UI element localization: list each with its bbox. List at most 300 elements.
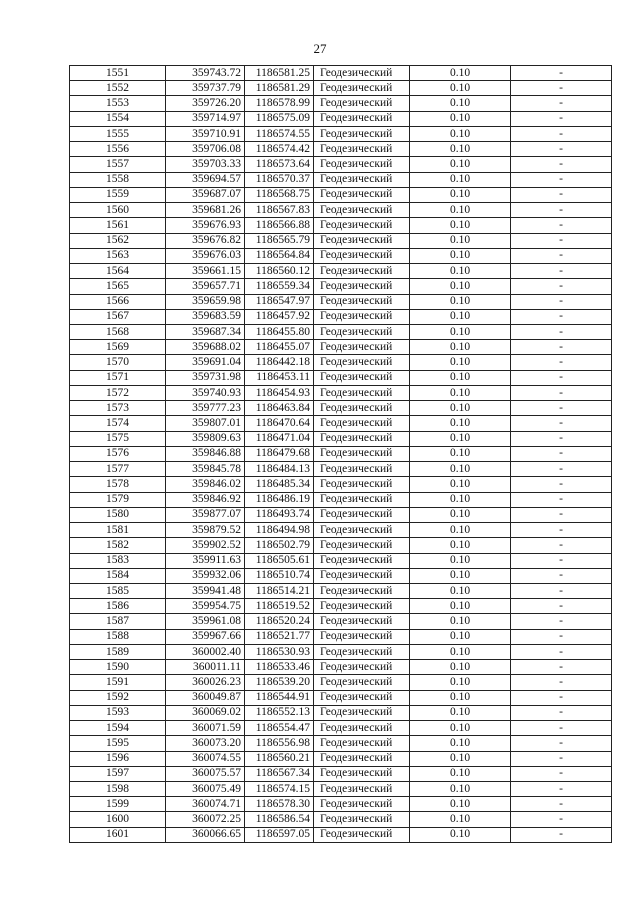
note-cell: -: [511, 705, 612, 720]
point-number-cell: 1567: [70, 309, 166, 324]
method-cell: Геодезический: [314, 340, 410, 355]
method-cell: Геодезический: [314, 675, 410, 690]
method-cell: Геодезический: [314, 157, 410, 172]
y-coordinate-cell: 1186494.98: [245, 523, 314, 538]
accuracy-cell: 0.10: [410, 157, 511, 172]
x-coordinate-cell: 359967.66: [166, 629, 245, 644]
y-coordinate-cell: 1186533.46: [245, 660, 314, 675]
x-coordinate-cell: 359879.52: [166, 523, 245, 538]
point-number-cell: 1570: [70, 355, 166, 370]
note-cell: -: [511, 660, 612, 675]
point-number-cell: 1568: [70, 324, 166, 339]
table-row: [70, 324, 612, 339]
y-coordinate-cell: 1186552.13: [245, 705, 314, 720]
table-row: [70, 416, 612, 431]
point-number-cell: 1560: [70, 203, 166, 218]
y-coordinate-cell: 1186479.68: [245, 446, 314, 461]
table-row: [70, 385, 612, 400]
x-coordinate-cell: 359714.97: [166, 111, 245, 126]
method-cell: Геодезический: [314, 431, 410, 446]
x-coordinate-cell: 359807.01: [166, 416, 245, 431]
table-row: [70, 370, 612, 385]
y-coordinate-cell: 1186442.18: [245, 355, 314, 370]
table-row: [70, 446, 612, 461]
method-cell: Геодезический: [314, 721, 410, 736]
note-cell: -: [511, 507, 612, 522]
method-cell: Геодезический: [314, 797, 410, 812]
method-cell: Геодезический: [314, 751, 410, 766]
table-row: [70, 309, 612, 324]
point-number-cell: 1572: [70, 385, 166, 400]
point-number-cell: 1565: [70, 279, 166, 294]
x-coordinate-cell: 359954.75: [166, 599, 245, 614]
table-row: [70, 782, 612, 797]
note-cell: -: [511, 370, 612, 385]
y-coordinate-cell: 1186457.92: [245, 309, 314, 324]
point-number-cell: 1551: [70, 66, 166, 81]
table-row: [70, 203, 612, 218]
accuracy-cell: 0.10: [410, 690, 511, 705]
method-cell: Геодезический: [314, 568, 410, 583]
method-cell: Геодезический: [314, 766, 410, 781]
method-cell: Геодезический: [314, 248, 410, 263]
point-number-cell: 1579: [70, 492, 166, 507]
y-coordinate-cell: 1186521.77: [245, 629, 314, 644]
point-number-cell: 1583: [70, 553, 166, 568]
x-coordinate-cell: 359941.48: [166, 583, 245, 598]
table-row: [70, 66, 612, 81]
accuracy-cell: 0.10: [410, 782, 511, 797]
method-cell: Геодезический: [314, 462, 410, 477]
accuracy-cell: 0.10: [410, 507, 511, 522]
x-coordinate-cell: 359740.93: [166, 385, 245, 400]
y-coordinate-cell: 1186567.34: [245, 766, 314, 781]
method-cell: Геодезический: [314, 264, 410, 279]
method-cell: Геодезический: [314, 96, 410, 111]
method-cell: Геодезический: [314, 81, 410, 96]
note-cell: -: [511, 599, 612, 614]
method-cell: Геодезический: [314, 309, 410, 324]
note-cell: -: [511, 126, 612, 141]
note-cell: -: [511, 614, 612, 629]
x-coordinate-cell: 359683.59: [166, 309, 245, 324]
point-number-cell: 1596: [70, 751, 166, 766]
accuracy-cell: 0.10: [410, 248, 511, 263]
method-cell: Геодезический: [314, 66, 410, 81]
y-coordinate-cell: 1186565.79: [245, 233, 314, 248]
x-coordinate-cell: 360073.20: [166, 736, 245, 751]
accuracy-cell: 0.10: [410, 629, 511, 644]
note-cell: -: [511, 111, 612, 126]
point-number-cell: 1588: [70, 629, 166, 644]
table-row: [70, 340, 612, 355]
y-coordinate-cell: 1186581.25: [245, 66, 314, 81]
x-coordinate-cell: 360071.59: [166, 721, 245, 736]
y-coordinate-cell: 1186554.47: [245, 721, 314, 736]
table-row: [70, 279, 612, 294]
table-row: [70, 705, 612, 720]
method-cell: Геодезический: [314, 401, 410, 416]
point-number-cell: 1601: [70, 827, 166, 842]
y-coordinate-cell: 1186463.84: [245, 401, 314, 416]
note-cell: -: [511, 248, 612, 263]
y-coordinate-cell: 1186486.19: [245, 492, 314, 507]
table-row: [70, 583, 612, 598]
x-coordinate-cell: 359902.52: [166, 538, 245, 553]
y-coordinate-cell: 1186568.75: [245, 187, 314, 202]
method-cell: Геодезический: [314, 477, 410, 492]
y-coordinate-cell: 1186493.74: [245, 507, 314, 522]
accuracy-cell: 0.10: [410, 385, 511, 400]
point-number-cell: 1592: [70, 690, 166, 705]
x-coordinate-cell: 359809.63: [166, 431, 245, 446]
table-row: [70, 721, 612, 736]
table-row: [70, 172, 612, 187]
point-number-cell: 1575: [70, 431, 166, 446]
note-cell: -: [511, 401, 612, 416]
point-number-cell: 1576: [70, 446, 166, 461]
x-coordinate-cell: 359911.63: [166, 553, 245, 568]
note-cell: -: [511, 416, 612, 431]
method-cell: Геодезический: [314, 553, 410, 568]
y-coordinate-cell: 1186560.12: [245, 264, 314, 279]
method-cell: Геодезический: [314, 279, 410, 294]
table-row: [70, 401, 612, 416]
note-cell: -: [511, 644, 612, 659]
method-cell: Геодезический: [314, 538, 410, 553]
accuracy-cell: 0.10: [410, 340, 511, 355]
table-row: [70, 523, 612, 538]
x-coordinate-cell: 359731.98: [166, 370, 245, 385]
accuracy-cell: 0.10: [410, 187, 511, 202]
x-coordinate-cell: 359726.20: [166, 96, 245, 111]
method-cell: Геодезический: [314, 507, 410, 522]
y-coordinate-cell: 1186539.20: [245, 675, 314, 690]
table-body: [70, 66, 612, 843]
point-number-cell: 1571: [70, 370, 166, 385]
x-coordinate-cell: 359688.02: [166, 340, 245, 355]
accuracy-cell: 0.10: [410, 294, 511, 309]
x-coordinate-cell: 359777.23: [166, 401, 245, 416]
coordinates-table: [69, 65, 612, 843]
table-row: [70, 248, 612, 263]
note-cell: -: [511, 492, 612, 507]
y-coordinate-cell: 1186564.84: [245, 248, 314, 263]
table-row: [70, 218, 612, 233]
method-cell: Геодезический: [314, 736, 410, 751]
table-row: [70, 766, 612, 781]
table-row: [70, 538, 612, 553]
point-number-cell: 1556: [70, 142, 166, 157]
x-coordinate-cell: 359687.34: [166, 324, 245, 339]
table-row: [70, 462, 612, 477]
point-number-cell: 1595: [70, 736, 166, 751]
y-coordinate-cell: 1186574.15: [245, 782, 314, 797]
note-cell: -: [511, 446, 612, 461]
accuracy-cell: 0.10: [410, 523, 511, 538]
point-number-cell: 1553: [70, 96, 166, 111]
method-cell: Геодезический: [314, 416, 410, 431]
table-row: [70, 477, 612, 492]
accuracy-cell: 0.10: [410, 142, 511, 157]
point-number-cell: 1558: [70, 172, 166, 187]
x-coordinate-cell: 359676.82: [166, 233, 245, 248]
accuracy-cell: 0.10: [410, 401, 511, 416]
table-row: [70, 264, 612, 279]
point-number-cell: 1564: [70, 264, 166, 279]
point-number-cell: 1598: [70, 782, 166, 797]
point-number-cell: 1552: [70, 81, 166, 96]
method-cell: Геодезический: [314, 705, 410, 720]
y-coordinate-cell: 1186560.21: [245, 751, 314, 766]
point-number-cell: 1597: [70, 766, 166, 781]
point-number-cell: 1574: [70, 416, 166, 431]
table-row: [70, 187, 612, 202]
method-cell: Геодезический: [314, 446, 410, 461]
table-row: [70, 629, 612, 644]
accuracy-cell: 0.10: [410, 279, 511, 294]
note-cell: -: [511, 324, 612, 339]
table-row: [70, 96, 612, 111]
accuracy-cell: 0.10: [410, 660, 511, 675]
accuracy-cell: 0.10: [410, 203, 511, 218]
point-number-cell: 1573: [70, 401, 166, 416]
method-cell: Геодезический: [314, 660, 410, 675]
point-number-cell: 1587: [70, 614, 166, 629]
note-cell: -: [511, 294, 612, 309]
accuracy-cell: 0.10: [410, 111, 511, 126]
note-cell: -: [511, 233, 612, 248]
x-coordinate-cell: 360011.11: [166, 660, 245, 675]
accuracy-cell: 0.10: [410, 614, 511, 629]
note-cell: -: [511, 431, 612, 446]
method-cell: Геодезический: [314, 492, 410, 507]
x-coordinate-cell: 359737.79: [166, 81, 245, 96]
y-coordinate-cell: 1186575.09: [245, 111, 314, 126]
table-row: [70, 660, 612, 675]
accuracy-cell: 0.10: [410, 553, 511, 568]
method-cell: Геодезический: [314, 142, 410, 157]
accuracy-cell: 0.10: [410, 812, 511, 827]
point-number-cell: 1566: [70, 294, 166, 309]
y-coordinate-cell: 1186574.55: [245, 126, 314, 141]
note-cell: -: [511, 157, 612, 172]
accuracy-cell: 0.10: [410, 96, 511, 111]
accuracy-cell: 0.10: [410, 126, 511, 141]
note-cell: -: [511, 736, 612, 751]
note-cell: -: [511, 538, 612, 553]
note-cell: -: [511, 523, 612, 538]
accuracy-cell: 0.10: [410, 324, 511, 339]
method-cell: Геодезический: [314, 126, 410, 141]
accuracy-cell: 0.10: [410, 264, 511, 279]
y-coordinate-cell: 1186510.74: [245, 568, 314, 583]
point-number-cell: 1599: [70, 797, 166, 812]
method-cell: Геодезический: [314, 523, 410, 538]
accuracy-cell: 0.10: [410, 599, 511, 614]
table-row: [70, 355, 612, 370]
y-coordinate-cell: 1186566.88: [245, 218, 314, 233]
note-cell: -: [511, 218, 612, 233]
y-coordinate-cell: 1186574.42: [245, 142, 314, 157]
note-cell: -: [511, 675, 612, 690]
point-number-cell: 1591: [70, 675, 166, 690]
point-number-cell: 1554: [70, 111, 166, 126]
x-coordinate-cell: 359706.08: [166, 142, 245, 157]
table-row: [70, 614, 612, 629]
accuracy-cell: 0.10: [410, 827, 511, 842]
accuracy-cell: 0.10: [410, 492, 511, 507]
note-cell: -: [511, 96, 612, 111]
y-coordinate-cell: 1186455.80: [245, 324, 314, 339]
point-number-cell: 1589: [70, 644, 166, 659]
x-coordinate-cell: 359961.08: [166, 614, 245, 629]
accuracy-cell: 0.10: [410, 462, 511, 477]
method-cell: Геодезический: [314, 690, 410, 705]
method-cell: Геодезический: [314, 385, 410, 400]
y-coordinate-cell: 1186502.79: [245, 538, 314, 553]
accuracy-cell: 0.10: [410, 583, 511, 598]
note-cell: -: [511, 477, 612, 492]
table-row: [70, 568, 612, 583]
table-row: [70, 233, 612, 248]
method-cell: Геодезический: [314, 644, 410, 659]
point-number-cell: 1593: [70, 705, 166, 720]
x-coordinate-cell: 359877.07: [166, 507, 245, 522]
accuracy-cell: 0.10: [410, 416, 511, 431]
x-coordinate-cell: 359710.91: [166, 126, 245, 141]
x-coordinate-cell: 359743.72: [166, 66, 245, 81]
accuracy-cell: 0.10: [410, 355, 511, 370]
y-coordinate-cell: 1186470.64: [245, 416, 314, 431]
note-cell: -: [511, 187, 612, 202]
y-coordinate-cell: 1186544.91: [245, 690, 314, 705]
y-coordinate-cell: 1186547.97: [245, 294, 314, 309]
y-coordinate-cell: 1186530.93: [245, 644, 314, 659]
method-cell: Геодезический: [314, 203, 410, 218]
method-cell: Геодезический: [314, 629, 410, 644]
accuracy-cell: 0.10: [410, 431, 511, 446]
table-row: [70, 736, 612, 751]
x-coordinate-cell: 360074.71: [166, 797, 245, 812]
method-cell: Геодезический: [314, 782, 410, 797]
y-coordinate-cell: 1186581.29: [245, 81, 314, 96]
note-cell: -: [511, 629, 612, 644]
point-number-cell: 1586: [70, 599, 166, 614]
y-coordinate-cell: 1186556.98: [245, 736, 314, 751]
point-number-cell: 1585: [70, 583, 166, 598]
note-cell: -: [511, 355, 612, 370]
table-row: [70, 507, 612, 522]
note-cell: -: [511, 309, 612, 324]
accuracy-cell: 0.10: [410, 233, 511, 248]
table-row: [70, 827, 612, 842]
table-row: [70, 157, 612, 172]
accuracy-cell: 0.10: [410, 446, 511, 461]
table-row: [70, 644, 612, 659]
accuracy-cell: 0.10: [410, 370, 511, 385]
point-number-cell: 1600: [70, 812, 166, 827]
table-row: [70, 126, 612, 141]
x-coordinate-cell: 359846.92: [166, 492, 245, 507]
page-number: 27: [313, 41, 327, 56]
x-coordinate-cell: 359661.15: [166, 264, 245, 279]
accuracy-cell: 0.10: [410, 644, 511, 659]
x-coordinate-cell: 360002.40: [166, 644, 245, 659]
y-coordinate-cell: 1186454.93: [245, 385, 314, 400]
y-coordinate-cell: 1186485.34: [245, 477, 314, 492]
x-coordinate-cell: 360072.25: [166, 812, 245, 827]
method-cell: Геодезический: [314, 583, 410, 598]
method-cell: Геодезический: [314, 370, 410, 385]
note-cell: -: [511, 203, 612, 218]
note-cell: -: [511, 81, 612, 96]
accuracy-cell: 0.10: [410, 66, 511, 81]
note-cell: -: [511, 766, 612, 781]
y-coordinate-cell: 1186514.21: [245, 583, 314, 598]
point-number-cell: 1594: [70, 721, 166, 736]
y-coordinate-cell: 1186573.64: [245, 157, 314, 172]
x-coordinate-cell: 360049.87: [166, 690, 245, 705]
x-coordinate-cell: 359703.33: [166, 157, 245, 172]
point-number-cell: 1578: [70, 477, 166, 492]
method-cell: Геодезический: [314, 111, 410, 126]
x-coordinate-cell: 359846.02: [166, 477, 245, 492]
accuracy-cell: 0.10: [410, 568, 511, 583]
table-row: [70, 599, 612, 614]
note-cell: -: [511, 751, 612, 766]
y-coordinate-cell: 1186578.30: [245, 797, 314, 812]
accuracy-cell: 0.10: [410, 751, 511, 766]
y-coordinate-cell: 1186597.05: [245, 827, 314, 842]
point-number-cell: 1562: [70, 233, 166, 248]
note-cell: -: [511, 172, 612, 187]
table-row: [70, 111, 612, 126]
method-cell: Геодезический: [314, 355, 410, 370]
note-cell: -: [511, 142, 612, 157]
method-cell: Геодезический: [314, 324, 410, 339]
table-row: [70, 553, 612, 568]
method-cell: Геодезический: [314, 233, 410, 248]
point-number-cell: 1590: [70, 660, 166, 675]
accuracy-cell: 0.10: [410, 309, 511, 324]
table-row: [70, 812, 612, 827]
x-coordinate-cell: 360066.65: [166, 827, 245, 842]
x-coordinate-cell: 360069.02: [166, 705, 245, 720]
note-cell: -: [511, 264, 612, 279]
y-coordinate-cell: 1186519.52: [245, 599, 314, 614]
accuracy-cell: 0.10: [410, 797, 511, 812]
table-row: [70, 751, 612, 766]
x-coordinate-cell: 360026.23: [166, 675, 245, 690]
accuracy-cell: 0.10: [410, 675, 511, 690]
note-cell: -: [511, 583, 612, 598]
table-row: [70, 81, 612, 96]
note-cell: -: [511, 462, 612, 477]
point-number-cell: 1561: [70, 218, 166, 233]
method-cell: Геодезический: [314, 172, 410, 187]
y-coordinate-cell: 1186578.99: [245, 96, 314, 111]
table-row: [70, 797, 612, 812]
y-coordinate-cell: 1186455.07: [245, 340, 314, 355]
y-coordinate-cell: 1186567.83: [245, 203, 314, 218]
x-coordinate-cell: 359845.78: [166, 462, 245, 477]
x-coordinate-cell: 359846.88: [166, 446, 245, 461]
accuracy-cell: 0.10: [410, 218, 511, 233]
table-row: [70, 294, 612, 309]
x-coordinate-cell: 359659.98: [166, 294, 245, 309]
note-cell: -: [511, 721, 612, 736]
